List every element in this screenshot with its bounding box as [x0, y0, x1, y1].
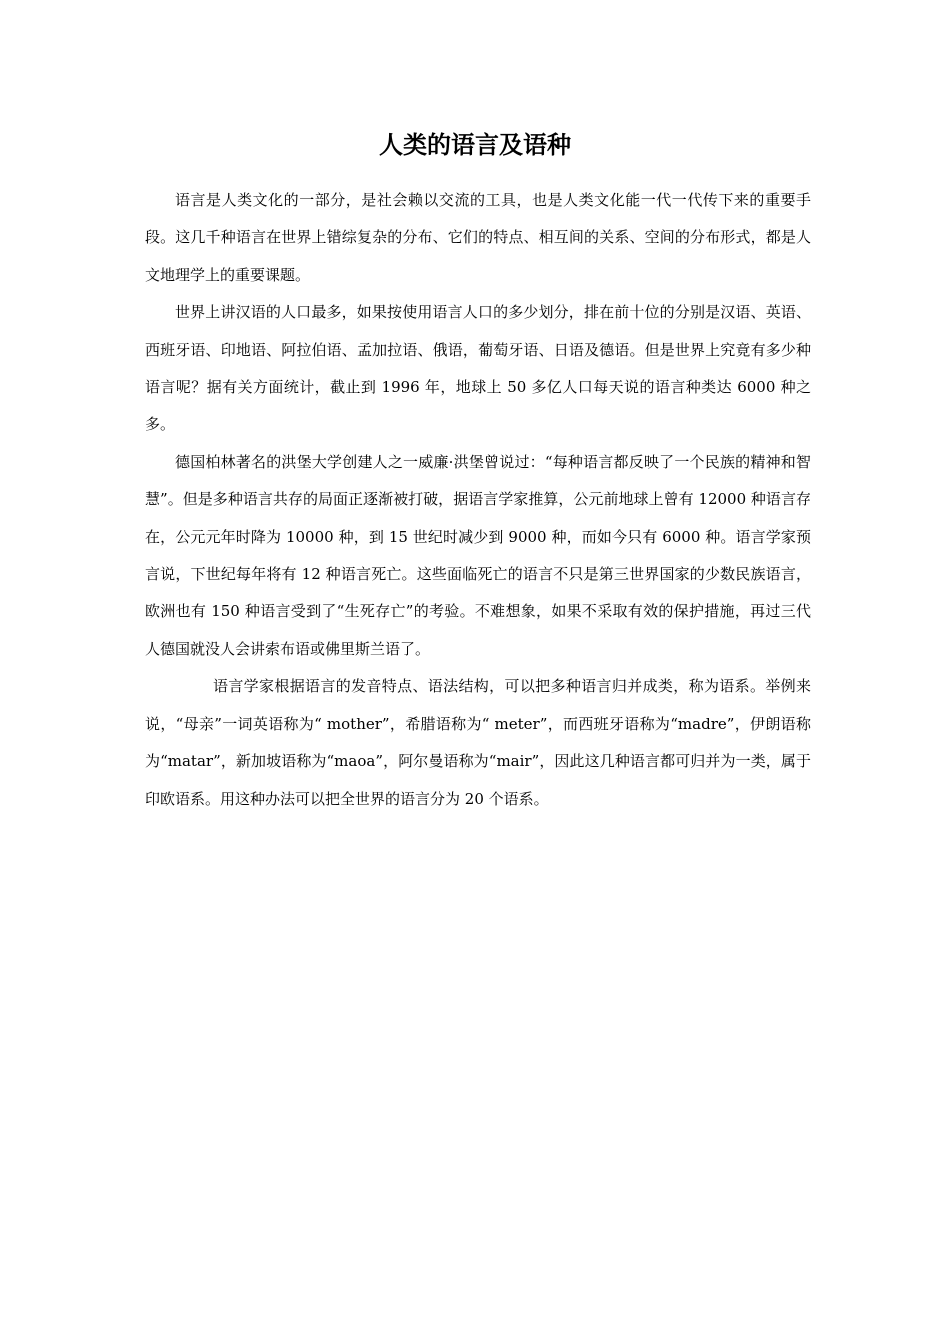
paragraph-2: 世界上讲汉语的人口最多，如果按使用语言人口的多少划分，排在前十位的分别是汉语、英语、西班牙语、印地语、阿拉伯语、孟加拉语、俄语，葡萄牙语、日语及德语。但是世界上究竟有多少种语言呢？据有关方面统计，截止到 1996 年，地球上 50 多亿人口每天说的语言种类达 6000 种之多。 [145, 303, 811, 434]
paragraph-3: 德国柏林著名的洪堡大学创建人之一威廉·洪堡曾说过：“每种语言都反映了一个民族的精神和智慧”。但是多种语言共存的局面正逐渐被打破，据语言学家推算，公元前地球上曾有 12000 种语言存在，公元元年时降为 10000 种，到 15 世纪时减少到 9000 种，而如今只有 6000 种。语言学家预言说，下世纪每年将有 12 种语言死亡。这些面临死亡的语言不只是第三世界国家的少数民族语言，欧洲也有 150 种语言受到了“生死存亡”的考验。不难想象，如果不采取有效的保护措施，再过三代人德国就没人会讲索布语或佛里斯兰语了。 [145, 452, 811, 658]
paragraph-4: 语言学家根据语言的发音特点、语法结构，可以把多种语言归并成类，称为语系。举例来说，“母亲”一词英语称为“ mother”，希腊语称为“ meter”，而西班牙语称为“madre”，伊朗语称为“matar”，新加坡语称为“maoa”，阿尔曼语称为“mair”，因此这几种语言都可归并为一类，属于印欧语系。用这种办法可以把全世界的语言分为 20 个语系。 [145, 677, 811, 808]
paragraph-1: 语言是人类文化的一部分，是社会赖以交流的工具，也是人类文化能一代一代传下来的重要手段。这几千种语言在世界上错综复杂的分布、它们的特点、相互间的关系、空间的分布形式，都是人文地理学上的重要课题。 [145, 191, 811, 284]
document-title: 人类的语言及语种 [379, 131, 571, 159]
document-body [145, 182, 811, 818]
